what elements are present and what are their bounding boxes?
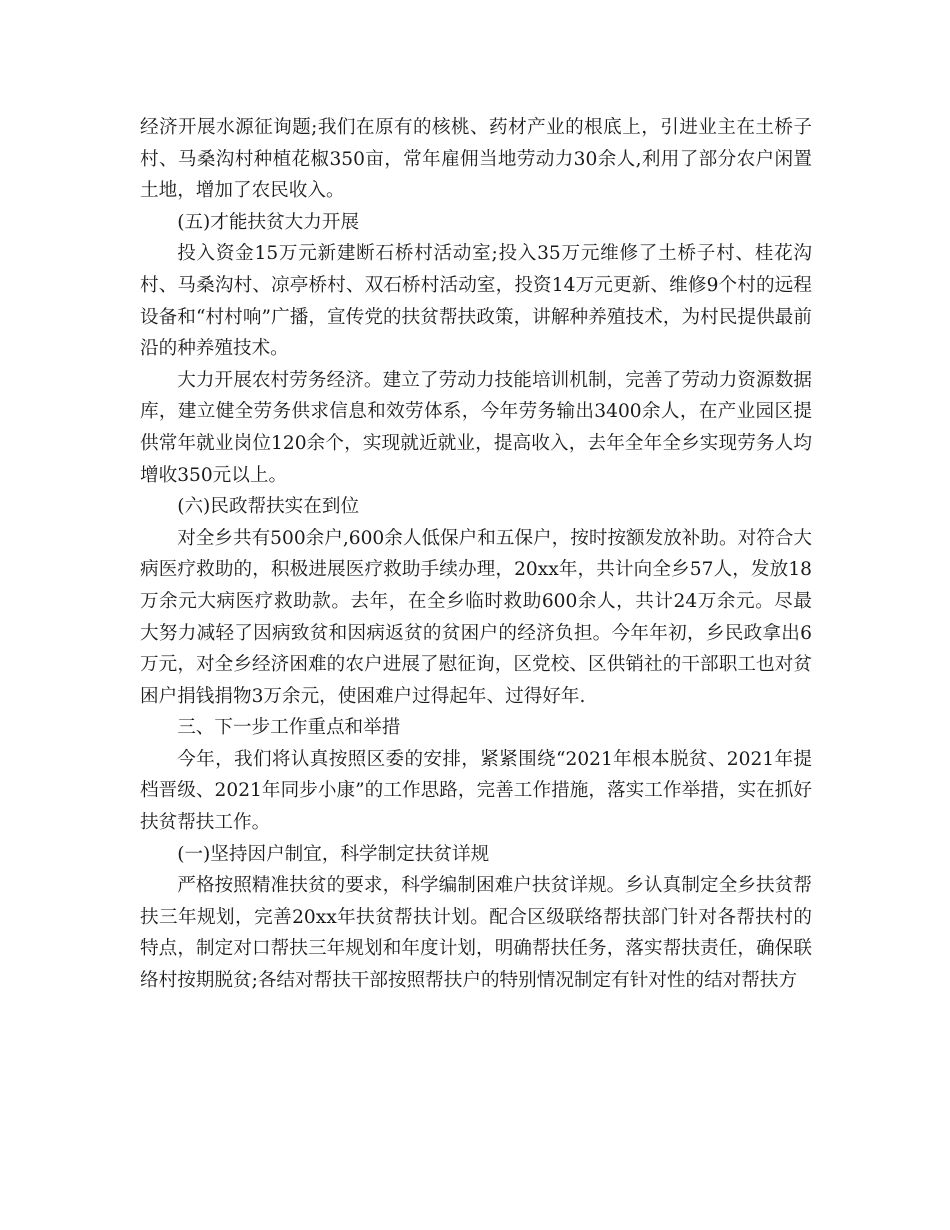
section-heading-next-steps: 三、下一步工作重点和举措 (177, 717, 401, 739)
paragraph-subsidies: 对全乡共有500余户,600余人低保户和五保户，按时按额发放补助。对符合大病医疗救助的，积极进展医疗救助手续办理，20xx年，共计向全乡57人，发放18万余元大病医疗救助款。去年，在全乡临时救助600余人，共计24万余元。尽最大努力减轻了因病致贫和因病返贫的贫困户的经济负担。今年年初，乡民政拿出6万元，对全乡经济困难的农户进展了慰征询，区党校、区供销社的干部职工也对贫困户捐钱捐物3万余元，使困难户过得起年、过得好年. (140, 527, 812, 707)
paragraph-this-year-plan: 今年，我们将认真按照区委的安排，紧紧围绕“2021年根本脱贫、2021年提档晋级、2021年同步小康”的工作思路，完善工作措施，落实工作举措，实在抓好扶贫帮扶工作。 (140, 748, 812, 834)
section-heading-civil-affairs: (六)民政帮扶实在到位 (177, 496, 360, 518)
paragraph-activity-rooms: 投入资金15万元新建断石桥村活动室;投入35万元维修了土桥子村、桂花沟村、马桑沟村、凉亭桥村、双石桥村活动室，投资14万元更新、维修9个村的远程设备和“村村响”广播，宣传党的扶贫帮扶政策，讲解种养殖技术，为村民提供最前沿的种养殖技术。 (140, 243, 812, 360)
paragraph-labor-economy: 大力开展农村劳务经济。建立了劳动力技能培训机制，完善了劳动力资源数据库，建立健全劳务供求信息和效劳体系，今年劳务输出3400余人，在产业园区提供常年就业岗位120余个，实现就近就业，提高收入，去年全年全乡实现劳务人均增收350元以上。 (140, 369, 812, 486)
paragraph-precision-poverty-plan: 严格按照精准扶贫的要求，科学编制困难户扶贫详规。乡认真制定全乡扶贫帮扶三年规划，完善20xx年扶贫帮扶计划。配合区级联络帮扶部门针对各帮扶村的特点，制定对口帮扶三年规划和年度计划，明确帮扶任务，落实帮扶责任，确保联络村按期脱贫;各结对帮扶干部按照帮扶户的特别情况制定有针对性的结对帮扶方 (140, 875, 812, 992)
paragraph-water-and-pepper: 经济开展水源征询题;我们在原有的核桃、药材产业的根底上，引进业主在土桥子村、马桑沟村种植花椒350亩，常年雇佣当地劳动力30余人,利用了部分农户闲置土地，增加了农民收入。 (140, 117, 812, 202)
section-heading-talent-poverty-alleviation: (五)才能扶贫大力开展 (177, 211, 360, 233)
document-body (140, 112, 812, 997)
section-heading-household-planning: (一)坚持因户制宜，科学制定扶贫详规 (177, 843, 490, 865)
